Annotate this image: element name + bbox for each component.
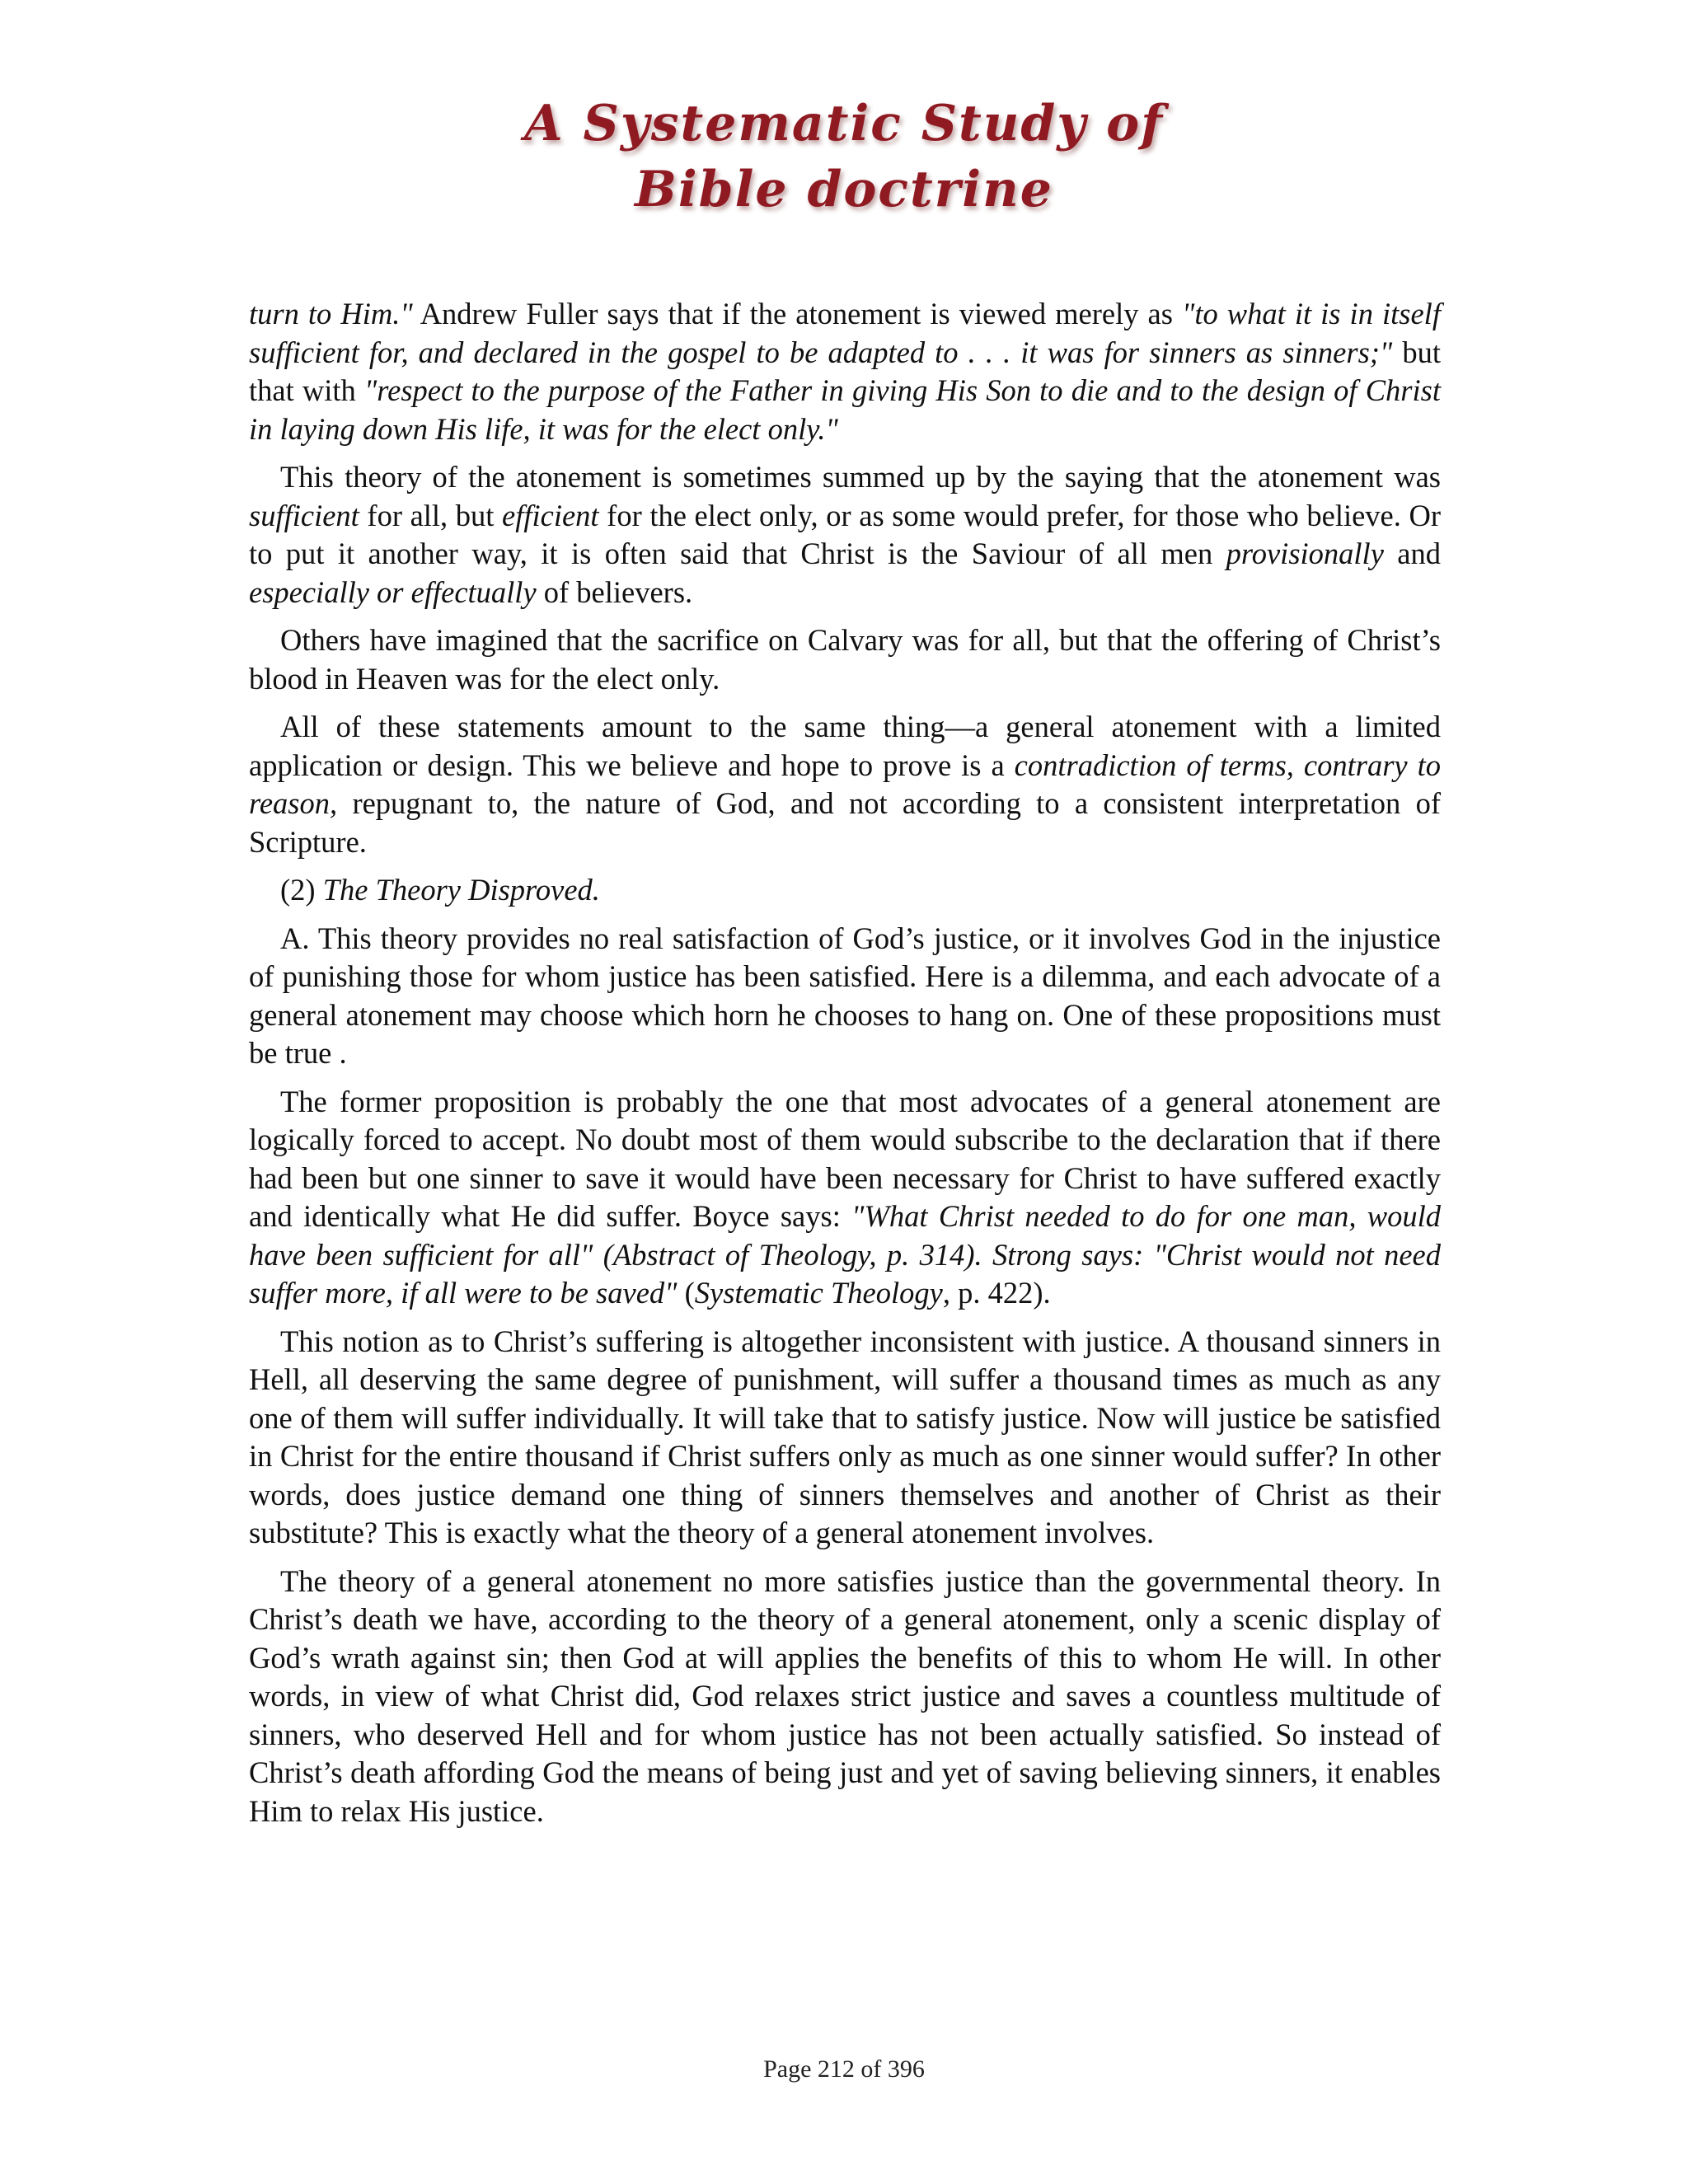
body-paragraph xyxy=(249,458,1441,612)
logo-title-line-1: A Systematic Study of xyxy=(524,95,1164,152)
text-run: Others have imagined that the sacrifice on Calvary was for all, but that the offering of Christ’s blood in Heaven was for the elect only. xyxy=(249,623,1441,696)
italic-text-run: "respect to the purpose of the Father in giving His Son to die and to the design of Christ in laying down His life, it was for the elect only." xyxy=(249,373,1442,446)
text-run: of believers. xyxy=(536,574,693,609)
text-run: The former proposition is probably the one that most advocates of a general atonement are logically forced to accept. No doubt most of them would subscribe to the declaration that if there had been but one sinner to save it would have been necessary for Christ to have suffered exactly and identically what He did suffer. Boyce says: xyxy=(249,1084,1441,1233)
italic-text-run: turn to Him." xyxy=(249,297,413,330)
text-run: ( xyxy=(677,1276,695,1310)
italic-text-run: contradiction of terms, contrary to reason, xyxy=(249,748,1441,820)
text-run: This notion as to Christ’s suffering is altogether inconsistent with justice. A thousand sinners in Hell, all deserving the same degree of punishment, will suffer a thousand times as much as any one of them will suffer individually. It will take that to satisfy justice. Now will justice be satisfied in Christ for the entire thousand if Christ suffers only as much as one sinner would suffer? In other words, does justice demand one thing of sinners themselves and another of Christ as their substitute? This is exactly what the theory of a general atonement involves. xyxy=(249,1324,1441,1549)
text-run: This theory of the atonement is sometimes summed up by the saying that the atonement was xyxy=(280,460,1441,494)
italic-text-run: "to what it is in itself sufficient for, and declared in the gospel to be adapted to . . . it was for sinners as sinners;" xyxy=(249,297,1441,369)
text-run: The theory of a general atonement no more satisfies justice than the governmental theory. In Christ’s death we have, according to the theory of a general atonement, only a scenic display of God’s wrath against sin; then God at will applies the benefits of this to whom He will. In other words, in view of what Christ did, God relaxes strict justice and saves a countless multitude of sinners, who deserved Hell and for whom justice has not been actually satisfied. So instead of Christ’s death affording God the means of being just and yet of saving believing sinners, it enables Him to relax His justice. xyxy=(249,1563,1441,1828)
text-run: for the elect only, or as some would prefer, for those who believe. Or to put it another way, it is often said that Christ is the Saviour of all men xyxy=(249,498,1441,570)
body-paragraph xyxy=(249,920,1441,1073)
italic-text-run: efficient xyxy=(502,498,599,532)
page-number: Page 212 of 396 xyxy=(763,2055,925,2083)
italic-text-run: Systematic Theology xyxy=(694,1276,943,1310)
text-run: for all, but xyxy=(359,498,503,532)
body-paragraph xyxy=(249,1083,1441,1313)
logo-title-line-2: Bible doctrine xyxy=(635,161,1053,218)
body-paragraph xyxy=(249,871,1441,910)
body-paragraph xyxy=(249,1563,1441,1831)
text-run: and xyxy=(1383,537,1442,570)
text-run: repugnant to, the nature of God, and not according to a consistent interpretation of Scripture. xyxy=(249,786,1441,859)
document-body xyxy=(249,295,1441,1840)
italic-text-run: sufficient xyxy=(249,498,359,532)
italic-text-run: provisionally xyxy=(1226,537,1384,570)
italic-text-run: especially or effectually xyxy=(249,574,537,609)
body-paragraph xyxy=(249,295,1441,448)
body-paragraph xyxy=(249,1323,1441,1553)
body-paragraph xyxy=(249,708,1441,861)
header-logo xyxy=(0,91,1688,223)
text-run: Andrew Fuller says that if the atonement is viewed merely as xyxy=(412,297,1183,330)
italic-text-run: The Theory Disproved. xyxy=(322,873,600,907)
text-run: All of these statements amount to the same thing—a general atonement with a limited application or design. This we believe and hope to prove is a xyxy=(249,710,1441,782)
italic-text-run: "What Christ needed to do for one man, would have been sufficient for all" (Abstract of Theology, p. 314). Strong says: "Christ would not need suffer more, if all were to be saved" xyxy=(249,1199,1441,1310)
text-run: A. This theory provides no real satisfaction of God’s justice, or it involves God in the injustice of punishing those for whom justice has been satisfied. Here is a dilemma, and each advocate of a general atonement may choose which horn he chooses to hang on. One of these propositions must be true . xyxy=(249,921,1441,1070)
body-paragraph xyxy=(249,621,1441,698)
text-run: (2) xyxy=(280,873,323,907)
text-run: but that with xyxy=(249,335,1441,407)
text-run: , p. 422). xyxy=(942,1276,1051,1310)
